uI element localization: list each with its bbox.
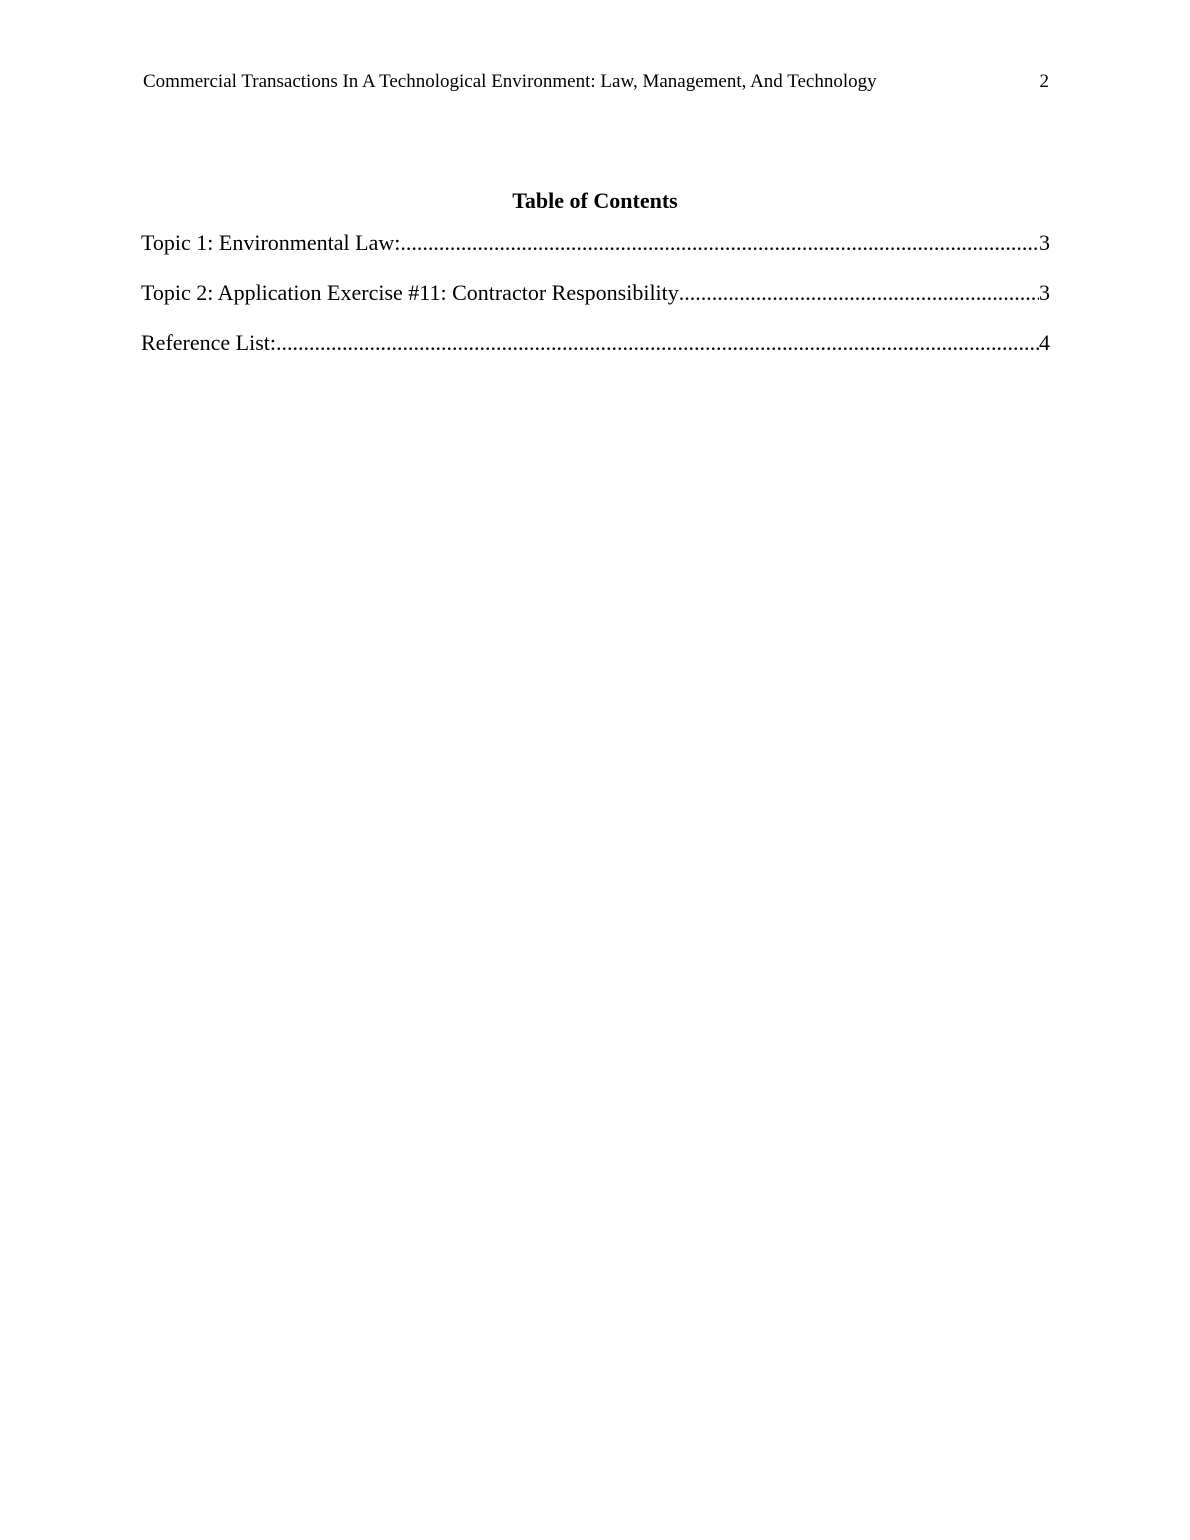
toc-entry-page: 4: [1039, 330, 1050, 355]
toc-entry-label: Topic 2: Application Exercise #11: Contractor Responsibility: [141, 280, 679, 305]
toc-entry-page: 3: [1039, 230, 1050, 255]
page-header: [143, 70, 1049, 94]
toc-heading: Table of Contents: [512, 188, 678, 213]
header-page-number: 2: [1039, 71, 1049, 92]
toc-dot-leader: [276, 328, 1039, 358]
toc-entry-label: Topic 1: Environmental Law:: [141, 230, 401, 255]
toc-dot-leader: [679, 278, 1039, 308]
running-head-title: Commercial Transactions In A Technological Environment: Law, Management, And Technology: [143, 71, 877, 92]
toc-entry-topic-1[interactable]: [141, 228, 1050, 278]
toc-entry-topic-2[interactable]: [141, 278, 1050, 328]
toc-list: [141, 228, 1050, 378]
toc-entry-label: Reference List:: [141, 330, 276, 355]
toc-dot-leader: [400, 228, 1039, 258]
toc-entry-page: 3: [1039, 280, 1050, 305]
toc-entry-reference-list[interactable]: [141, 328, 1050, 378]
